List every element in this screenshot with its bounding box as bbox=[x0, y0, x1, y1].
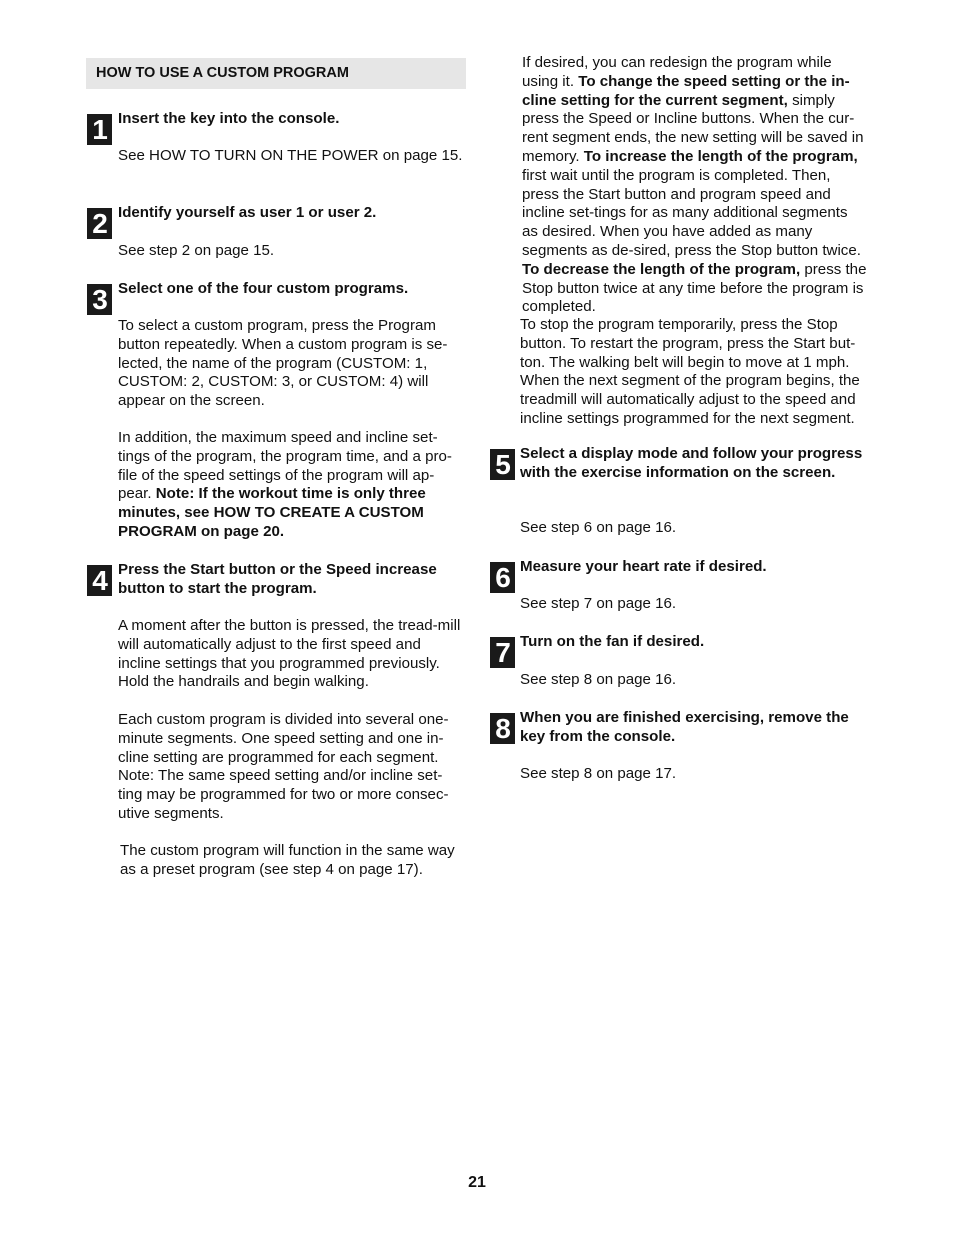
page-number: 21 bbox=[468, 1174, 486, 1191]
step-4-body-2: Each custom program is divided into several one-minute segments. One speed setting and one in-cline setting are programmed for each segment. Note: The same speed setting and/or incline set-ting may be programmed for two or more consec-utive segments. bbox=[118, 711, 449, 822]
section-header bbox=[86, 58, 466, 89]
step-2-heading: Identify yourself as user 1 or user 2. bbox=[118, 204, 377, 221]
step-3-body-2 bbox=[118, 429, 464, 542]
continued-text-f: To decrease the length of the program, bbox=[522, 260, 801, 278]
step-4-body-3: The custom program will function in the same way as a preset program (see step 4 on page 17). bbox=[120, 842, 455, 878]
step-3-note: Note: If the workout time is only three minutes, see HOW TO CREATE A CUSTOM PROGRAM on page 20. bbox=[118, 485, 426, 540]
step-7-body: See step 8 on page 16. bbox=[520, 671, 677, 688]
step-4-body: A moment after the button is pressed, the tread-mill will automatically adjust to the first speed and incline settings that you programmed previously. Hold the handrails and begin walking. bbox=[118, 617, 461, 691]
step-6-body: See step 7 on page 16. bbox=[520, 595, 677, 612]
step-3-heading: Select one of the four custom programs. bbox=[118, 280, 409, 297]
step-1-body: See HOW TO TURN ON THE POWER on page 15. bbox=[118, 147, 463, 164]
step-3-body-2-text: In addition, the maximum speed and incline set-tings of the program, the program time, and a pro-file of the speed settings of the program will ap-pear. bbox=[118, 429, 452, 503]
step-4-number: 4 bbox=[87, 565, 112, 596]
continued-text-e: first wait until the program is completed. Then, press the Start button and program speed and incline set-tings for as many additional segments as desired. When you have added as many segments as de-sired, press the Stop button twice. bbox=[522, 166, 861, 259]
step-3-body: To select a custom program, press the Program button repeatedly. When a custom program is se-lected, the name of the program (CUSTOM: 1, CUSTOM: 2, CUSTOM: 3, or CUSTOM: 4) will appear on the screen. bbox=[118, 317, 448, 410]
continued-text-d: To increase the length of the program, bbox=[583, 147, 858, 165]
step-7-heading: Turn on the fan if desired. bbox=[520, 633, 705, 650]
step-2-number: 2 bbox=[87, 208, 112, 239]
continued-paragraph-1 bbox=[522, 54, 867, 317]
step-5-heading: Select a display mode and follow your progress with the exercise information on the screen. bbox=[520, 445, 863, 481]
step-5-number: 5 bbox=[490, 449, 515, 480]
continued-text-g: press the Stop button twice at any time before the program is completed. bbox=[522, 260, 867, 316]
step-3-number: 3 bbox=[87, 284, 112, 315]
step-4-heading: Press the Start button or the Speed increase button to start the program. bbox=[118, 561, 437, 597]
step-7-number: 7 bbox=[490, 637, 515, 668]
step-6-number: 6 bbox=[490, 562, 515, 593]
continued-text-b: To change the speed setting or the in-cline setting for the current segment, bbox=[522, 72, 850, 109]
step-6-heading: Measure your heart rate if desired. bbox=[520, 558, 767, 575]
continued-text-c: simply press the Speed or Incline buttons. When the cur-rent segment ends, the new setting will be saved in memory. bbox=[522, 91, 864, 165]
step-8-number: 8 bbox=[490, 713, 515, 744]
step-8-body: See step 8 on page 17. bbox=[520, 765, 677, 782]
step-1-number: 1 bbox=[87, 114, 112, 145]
continued-text-a: If desired, you can redesign the program while using it. bbox=[522, 54, 832, 90]
step-2-body: See step 2 on page 15. bbox=[118, 242, 275, 259]
step-5-body: See step 6 on page 16. bbox=[520, 519, 677, 536]
continued-paragraph-2: To stop the program temporarily, press the Stop button. To restart the program, press the Start but-ton. The walking belt will begin to move at 1 mph. When the next segment of the program begins, the treadmill will automatically adjust to the speed and incline settings programmed for the next segment. bbox=[520, 316, 860, 427]
step-1-heading: Insert the key into the console. bbox=[118, 110, 340, 127]
section-title: HOW TO USE A CUSTOM PROGRAM bbox=[96, 65, 349, 81]
step-8-heading: When you are finished exercising, remove the key from the console. bbox=[520, 709, 849, 745]
